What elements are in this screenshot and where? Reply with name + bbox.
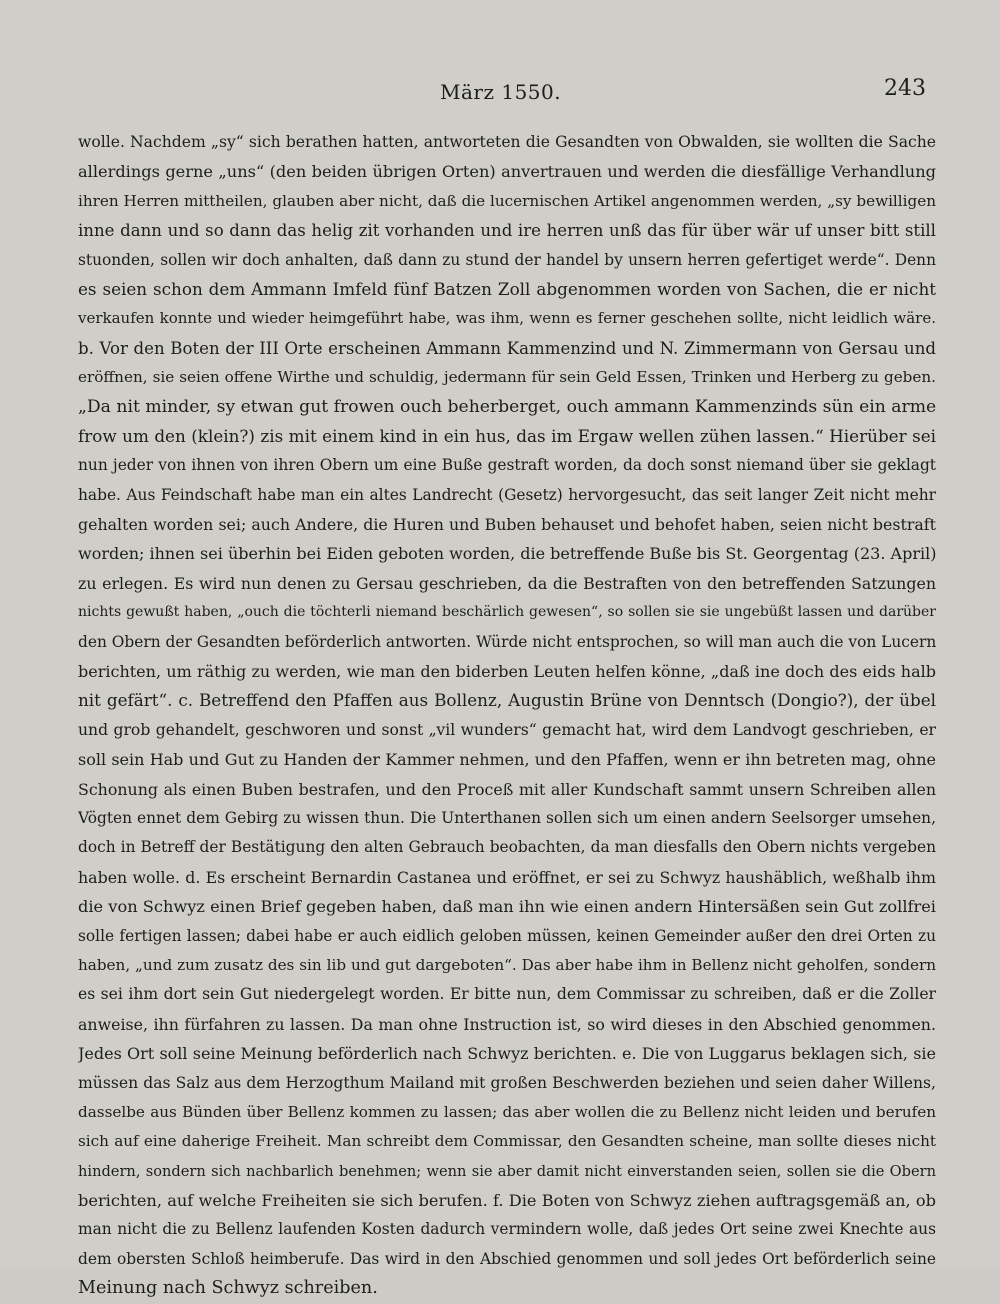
text-line: frow um den (klein?) zis mit einem kind in ein hus, das im Ergaw wellen zühen lassen.“ Hierüber sei — [78, 425, 936, 446]
body-text — [78, 128, 936, 1304]
text-line: nit gefärt“. c. Betreffend den Pfaffen aus Bollenz, Augustin Brüne von Denntsch (Dongio?), der übel — [78, 690, 936, 711]
text-line: Schonung als einen Buben bestrafen, und den Proceß mit aller Kundschaft sammt unsern Schreiben allen — [78, 779, 936, 799]
text-line: zu erlegen. Es wird nun denen zu Gersau geschrieben, da die Bestraften von den betreffenden Satzungen — [78, 573, 936, 593]
text-line: solle fertigen lassen; dabei habe er auch eidlich geloben müssen, keinen Gemeinder außer den drei Orten zu — [78, 926, 936, 945]
text-line: nichts gewußt haben, „ouch die töchterli niemand beschärlich gewesen“, so sollen sie sie ungebüßt lassen und darüber — [78, 604, 936, 621]
text-line: wolle. Nachdem „sy“ sich berathen hatten, antworteten die Gesandten von Obwalden, sie wollten die Sache — [78, 133, 936, 151]
text-line: Vögten ennet dem Gebirg zu wissen thun. Die Unterthanen sollen sich um einen andern Seelsorger umsehen, — [78, 808, 936, 827]
text-line: allerdings gerne „uns“ (den beiden übrigen Orten) anvertrauen und werden die diesfällige Verhandlung — [78, 162, 936, 182]
text-line: und grob gehandelt, geschworen und sonst „vil wunders“ gemacht hat, wird dem Landvogt geschrieben, er — [78, 720, 936, 739]
text-line: „Da nit minder, sy etwan gut frowen ouch beherberget, ouch ammann Kammenzinds sün ein arme — [78, 396, 936, 417]
text-line: es seien schon dem Ammann Imfeld fünf Batzen Zoll abgenommen worden von Sachen, die er nicht — [78, 278, 936, 299]
text-line: haben, „und zum zusatz des sin lib und gut dargeboten“. Das aber habe ihm in Bellenz nicht geholfen, sondern — [78, 955, 936, 974]
text-line: ihren Herren mittheilen, glauben aber nicht, daß die lucernischen Artikel angenommen werden, „sy bewilligen — [78, 191, 936, 210]
text-line: den Obern der Gesandten beförderlich antworten. Würde nicht entsprochen, so will man auch die von Lucern — [78, 632, 936, 651]
page-header — [0, 76, 1000, 110]
text-line: eröffnen, sie seien offene Wirthe und schuldig, jedermann für sein Geld Essen, Trinken und Herberg zu geben. — [78, 368, 936, 387]
text-line: inne dann und so dann das helig zit vorhanden und ire herren unß das für über wär uf unser bitt still — [78, 221, 936, 241]
text-line: doch in Betreff der Bestätigung den alten Gebrauch beobachten, da man diesfalls den Obern nichts vergeben — [78, 838, 936, 857]
text-line: habe. Aus Feindschaft habe man ein altes Landrecht (Gesetz) hervorgesucht, das seit langer Zeit nicht mehr — [78, 485, 936, 504]
text-line: Jedes Ort soll seine Meinung beförderlich nach Schwyz berichten. e. Die von Luggarus beklagen sich, sie — [78, 1044, 936, 1064]
page-number: 243 — [884, 76, 926, 101]
text-line: müssen das Salz aus dem Herzogthum Mailand mit großen Beschwerden beziehen und seien daher Willens, — [78, 1073, 936, 1092]
text-line: sich auf eine daherige Freiheit. Man schreibt dem Commissar, den Gesandten scheine, man sollte dieses nicht — [78, 1132, 936, 1151]
text-line: nun jeder von ihnen von ihren Obern um eine Buße gestraft worden, da doch sonst niemand über sie geklagt — [78, 456, 936, 475]
text-line: dem obersten Schloß heimberufe. Das wird in den Abschied genommen und soll jedes Ort beförderlich seine — [78, 1249, 936, 1268]
text-line: gehalten worden sei; auch Andere, die Huren und Buben behauset und behofet haben, seien nicht bestraft — [78, 515, 936, 535]
text-line: berichten, auf welche Freiheiten sie sich berufen. f. Die Boten von Schwyz ziehen auftragsgemäß an, ob — [78, 1191, 936, 1211]
text-line: anweise, ihn fürfahren zu lassen. Da man ohne Instruction ist, so wird dieses in den Abschied genommen. — [78, 1014, 936, 1034]
text-line: man nicht die zu Bellenz laufenden Kosten dadurch vermindern wolle, daß jedes Ort seine zwei Knechte aus — [78, 1220, 936, 1239]
text-line: soll sein Hab und Gut zu Handen der Kammer nehmen, und den Pfaffen, wenn er ihn betreten mag, ohne — [78, 750, 936, 770]
text-line: Meinung nach Schwyz schreiben. — [78, 1278, 378, 1299]
text-line: es sei ihm dort sein Gut niedergelegt worden. Er bitte nun, dem Commissar zu schreiben, daß er die Zoller — [78, 985, 936, 1004]
text-line: die von Schwyz einen Brief gegeben haben, daß man ihn wie einen andern Hintersäßen sein Gut zollfrei — [78, 897, 936, 917]
text-line: hindern, sondern sich nachbarlich benehmen; wenn sie aber damit nicht einverstanden seien, sollen sie die Obern — [78, 1162, 936, 1180]
text-line: verkaufen konnte und wieder heimgeführt habe, was ihm, wenn es ferner geschehen sollte, nicht leidlich wäre. — [78, 309, 936, 328]
text-line: worden; ihnen sei überhin bei Eiden geboten worden, die betreffende Buße bis St. Georgentag (23. April) — [78, 544, 936, 564]
text-line: dasselbe aus Bünden über Bellenz kommen zu lassen; das aber wollen die zu Bellenz nicht leiden und berufen — [78, 1102, 936, 1121]
text-line: haben wolle. d. Es erscheint Bernardin Castanea und eröffnet, er sei zu Schwyz haushäblich, weßhalb ihm — [78, 867, 936, 887]
running-title: März 1550. — [440, 80, 562, 104]
text-line: b. Vor den Boten der III Orte erscheinen Ammann Kammenzind und N. Zimmermann von Gersau und — [78, 338, 936, 358]
text-line: stuonden, sollen wir doch anhalten, daß dann zu stund der handel by unsern herren gefertiget werde“. Denn — [78, 250, 936, 269]
text-line: berichten, um räthig zu werden, wie man den biderben Leuten helfen könne, „daß ine doch des eids halb — [78, 662, 936, 682]
